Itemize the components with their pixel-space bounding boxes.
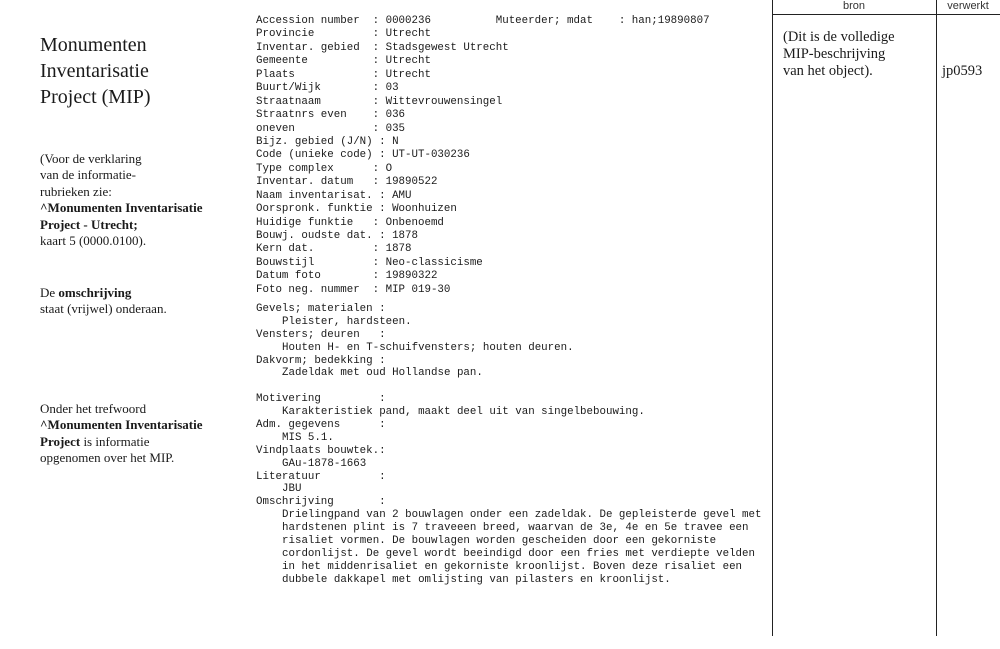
field-row: Foto neg. nummer : MIP 019-30 <box>256 283 451 296</box>
bron-line: (Dit is de volledige <box>783 29 895 45</box>
field-value-line: dubbele dakkapel met omlijsting van pilasters en kroonlijst. <box>282 573 671 586</box>
field-value-line: cordonlijst. De gevel wordt beeindigd door een fries met verdiepte velden <box>282 547 755 560</box>
document-title <box>40 32 240 110</box>
record-fields <box>256 15 710 297</box>
field-value-line: Pleister, hardsteen. <box>282 315 412 328</box>
field-row: Buurt/Wijk : 03 <box>256 82 399 95</box>
note-bold: Project <box>40 433 81 449</box>
column-divider <box>936 0 937 636</box>
field-row: Straatnaam : Wittevrouwensingel <box>256 95 503 108</box>
field-row: oneven : 035 <box>256 122 406 135</box>
field-label-line: Literatuur : <box>256 470 386 483</box>
bron-line: van het object). <box>783 63 873 79</box>
field-row: Provincie : Utrecht <box>256 28 431 41</box>
field-label-line: Omschrijving : <box>256 496 386 509</box>
note-text: is informatie <box>80 433 150 449</box>
field-label-line: Gevels; materialen : <box>256 303 386 315</box>
field-row: Code (unieke code) : UT-UT-030236 <box>256 149 470 162</box>
note-line: staat (vrijwel) onderaan. <box>40 301 167 317</box>
field-label-line: Vindplaats bouwtek.: <box>256 444 386 457</box>
field-row: Bouwj. oudste dat. : 1878 <box>256 230 418 242</box>
field-row: Kern dat. : 1878 <box>256 243 412 256</box>
column-divider <box>772 0 773 636</box>
note-line: Onder het trefwoord <box>40 401 147 416</box>
note-bold: ^Monumenten Inventarisatie <box>40 417 203 433</box>
record-description <box>256 303 761 587</box>
field-row: Inventar. gebied : Stadsgewest Utrecht <box>256 41 509 54</box>
note-line: kaart 5 (0000.0100). <box>40 233 147 249</box>
description-note <box>40 285 240 318</box>
note-bold: omschrijving <box>58 285 132 300</box>
field-value-line: GAu-1878-1663 <box>282 457 367 470</box>
note-line: opgenomen over het MIP. <box>40 450 175 466</box>
title-line: Project (MIP) <box>40 86 151 108</box>
header-rule <box>772 14 1000 15</box>
field-value-line: JBU <box>282 483 302 496</box>
verwerkt-code: jp0593 <box>942 63 983 79</box>
field-value-line: Karakteristiek pand, maakt deel uit van singelbebouwing. <box>282 406 645 419</box>
field-value-line: risaliet vormen. De bouwlagen worden gescheiden door een gekorniste <box>282 535 717 548</box>
field-label-line: Adm. gegevens : <box>256 419 386 432</box>
header-verwerkt: verwerkt <box>947 0 989 12</box>
field-row: Straatnrs even : 036 <box>256 109 406 122</box>
field-row: Oorspronk. funktie : Woonhuizen <box>256 203 457 216</box>
field-value-line: Drielingpand van 2 bouwlagen onder een zadeldak. De gepleisterde gevel met <box>282 509 762 522</box>
reference-note <box>40 151 240 249</box>
field-value-line: MIS 5.1. <box>282 431 334 444</box>
keyword-note <box>40 401 240 467</box>
field-label-line <box>256 380 761 393</box>
title-line: Inventarisatie <box>40 60 149 82</box>
bron-text <box>783 29 895 80</box>
field-value-line: Zadeldak met oud Hollandse pan. <box>282 367 483 380</box>
field-label-line: Motivering : <box>256 393 386 406</box>
field-row: Datum foto : 19890322 <box>256 270 438 283</box>
field-row: Bouwstijl : Neo-classicisme <box>256 256 483 269</box>
note-line: (Voor de verklaring <box>40 151 142 166</box>
field-row: Type complex : O <box>256 162 393 175</box>
field-row: Naam inventarisat. : AMU <box>256 189 412 202</box>
field-value-line: in het middenrisaliet en gekorniste kroonlijst. Boven deze risaliet een <box>282 560 743 573</box>
note-text: De <box>40 285 59 300</box>
bron-line: MIP-beschrijving <box>783 46 886 62</box>
field-row: Gemeente : Utrecht <box>256 55 431 68</box>
note-line: rubrieken zie: <box>40 183 112 199</box>
title-line: Monumenten <box>40 34 147 56</box>
header-bron: bron <box>842 0 866 12</box>
reference-title: ^Monumenten Inventarisatie <box>40 200 203 216</box>
field-row: Inventar. datum : 19890522 <box>256 176 438 189</box>
field-row: Plaats : Utrecht <box>256 68 431 81</box>
field-row: Huidige funktie : Onbenoemd <box>256 216 444 229</box>
note-line: van de informatie- <box>40 167 137 183</box>
field-value-line: hardstenen plint is 7 traveeen breed, waarvan de 3e, 4e en 5e travee een <box>282 522 749 535</box>
field-row: Accession number : 0000236 Muteerder; mdat : han;19890807 <box>256 15 710 27</box>
field-row: Bijz. gebied (J/N) : N <box>256 135 399 148</box>
field-label-line: Dakvorm; bedekking : <box>256 354 386 367</box>
field-label-line: Vensters; deuren : <box>256 328 386 341</box>
field-value-line: Houten H- en T-schuifvensters; houten deuren. <box>282 341 574 354</box>
reference-title: Project - Utrecht; <box>40 216 138 232</box>
